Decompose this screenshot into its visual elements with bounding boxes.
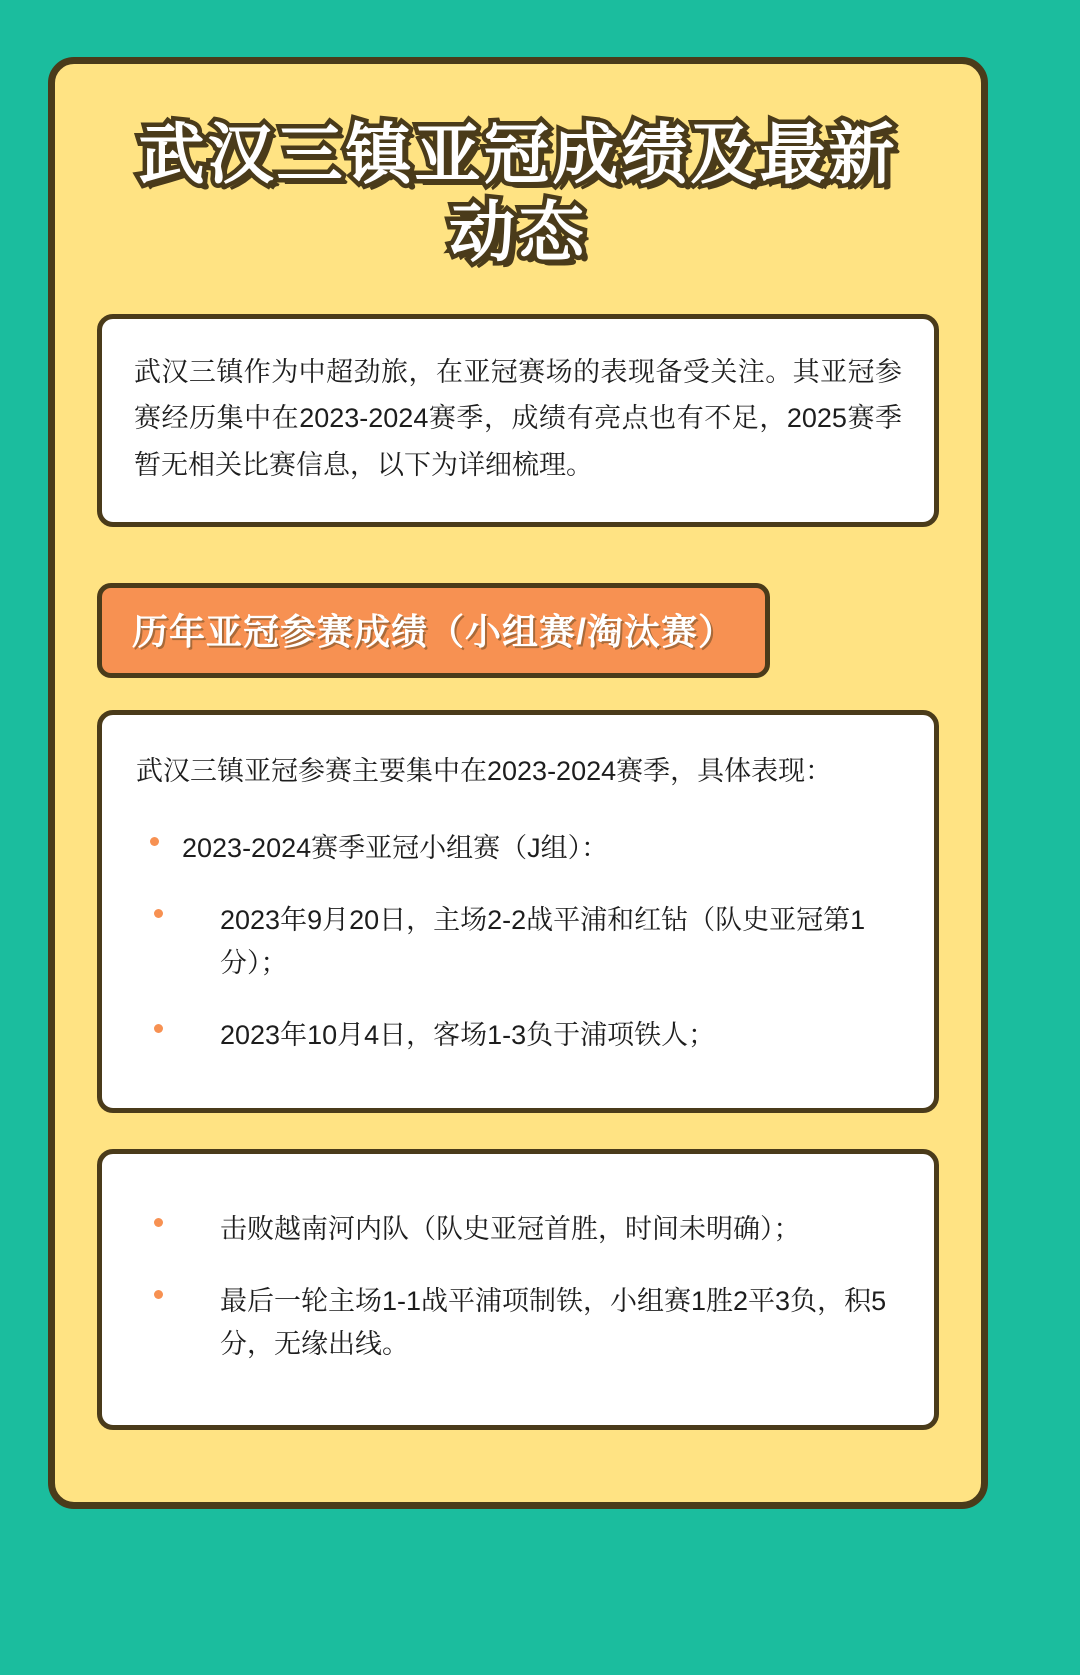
section-heading-banner: 历年亚冠参赛成绩（小组赛/淘汰赛）	[97, 583, 770, 678]
list-item	[136, 1000, 900, 1072]
results-bullet-list-second	[136, 1194, 900, 1381]
list-item	[136, 1266, 900, 1381]
results-bullet-list-first	[136, 813, 900, 1072]
intro-card	[97, 314, 939, 527]
results-lead-text: 武汉三镇亚冠参赛主要集中在2023-2024赛季，具体表现：	[136, 756, 833, 787]
poster-container	[48, 57, 988, 1509]
list-item-label: 2023年9月20日，主场2-2战平浦和红钻（队史亚冠第1分）；	[220, 904, 866, 979]
list-item	[136, 1194, 900, 1266]
list-item	[136, 813, 900, 885]
bullet-dot-icon	[154, 909, 163, 918]
bullet-dot-icon	[150, 837, 159, 846]
list-item	[136, 885, 900, 1000]
list-item-label: 2023-2024赛季亚冠小组赛（J组）：	[182, 832, 609, 863]
results-card-second	[97, 1149, 939, 1430]
list-item-label: 击败越南河内队（队史亚冠首胜，时间未明确）；	[220, 1213, 801, 1244]
bullet-dot-icon	[154, 1290, 163, 1299]
list-item-label: 2023年10月4日，客场1-3负于浦项铁人；	[220, 1020, 716, 1051]
list-item-label: 最后一轮主场1-1战平浦项制铁，小组赛1胜2平3负，积5分，无缘出线。	[220, 1285, 887, 1360]
results-card-first	[97, 710, 939, 1113]
bullet-dot-icon	[154, 1024, 163, 1033]
intro-text: 武汉三镇作为中超劲旅，在亚冠赛场的表现备受关注。其亚冠参赛经历集中在2023-2024赛季，成绩有亮点也有不足，2025赛季暂无相关比赛信息，以下为详细梳理。	[134, 356, 902, 480]
bullet-dot-icon	[154, 1218, 163, 1227]
page-title: 武汉三镇亚冠成绩及最新动态	[138, 117, 898, 269]
